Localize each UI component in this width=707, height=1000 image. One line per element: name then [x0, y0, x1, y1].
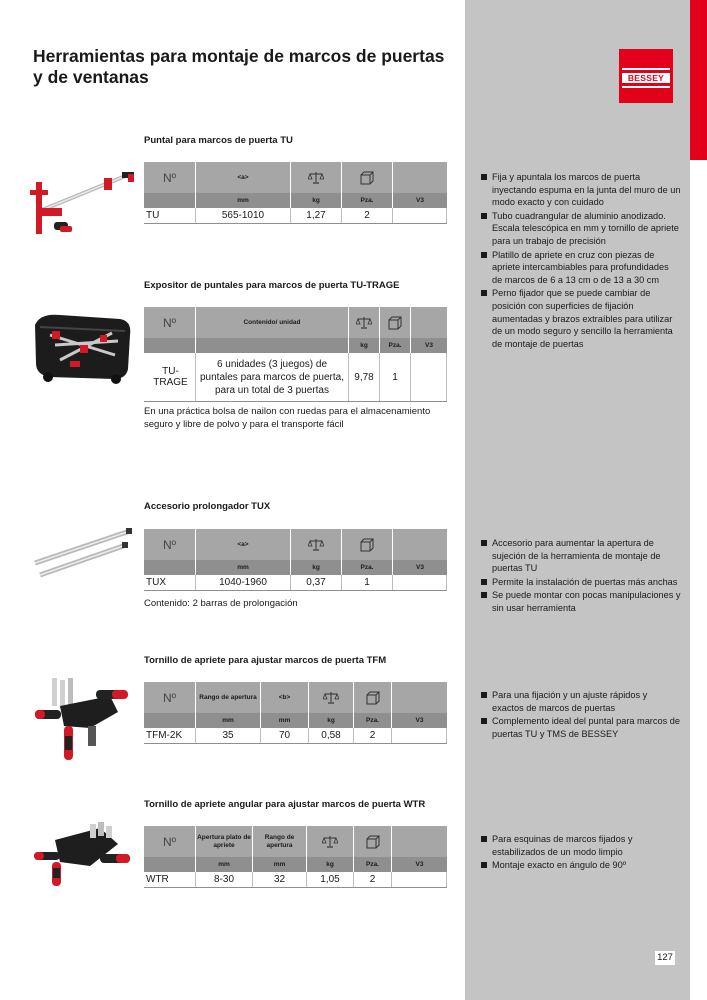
logo-bar-top: [622, 68, 670, 70]
col-plate-header: Apertura plato de apriete: [196, 826, 253, 857]
logo-bar-bottom: [622, 86, 670, 88]
table-header-row: [144, 307, 447, 338]
unit-range: mm: [196, 713, 261, 728]
note-tu-trage: En una práctica bolsa de nailon con ruedas para el almacenamiento seguro y libre de polvo y para el transporte fácil: [144, 406, 431, 430]
list-item: [481, 537, 681, 575]
cell-range: 32: [253, 872, 307, 887]
bullet-list-tux: [481, 537, 681, 616]
section-title-tux: Accesorio prolongador TUX: [144, 501, 271, 512]
unit-kg: kg: [309, 713, 354, 728]
bullet-text: Tubo cuadrangular de aluminio anodizado. Escala telescópica en mm y tornillo de apriete para un trabajo de precisión: [492, 210, 679, 246]
unit-kg: kg: [291, 193, 342, 208]
bullet-list-tfm: [481, 689, 681, 741]
list-item: [481, 576, 681, 589]
col-range-header: Rango de apertura: [196, 682, 261, 713]
bullet-square-icon: [481, 692, 487, 698]
bullet-text: Para una fijación y un ajuste rápidos y exactos de marcos de puertas: [492, 690, 648, 713]
unit-a: mm: [196, 193, 291, 208]
table-unit-row: [144, 713, 447, 728]
cell-nr: TFM-2K: [144, 728, 196, 743]
cell-nr: WTR: [144, 872, 196, 887]
table-header-row: [144, 162, 447, 193]
col-v3-header: [393, 162, 447, 193]
brand-red-strip: [690, 0, 707, 160]
section-title-tu-trage: Expositor de puntales para marcos de puerta TU-TRAGE: [144, 280, 400, 291]
list-item: [481, 833, 681, 858]
unit-v3: V3: [393, 560, 447, 575]
cell-nr: TUX: [144, 575, 196, 590]
cell-v3: [393, 575, 447, 590]
section-title-tfm: Tornillo de apriete para ajustar marcos de puerta TFM: [144, 655, 387, 666]
scale-icon: [307, 826, 354, 857]
cell-kg: 1,05: [307, 872, 354, 887]
unit-kg: kg: [349, 338, 380, 353]
cell-b: 70: [261, 728, 309, 743]
list-item: [481, 210, 681, 248]
bullet-text: Montaje exacto en ángulo de 90º: [492, 860, 627, 871]
col-content-header: Contenido/ unidad: [196, 307, 349, 338]
col-v3-header: [393, 529, 447, 560]
unit-pza: Pza.: [354, 713, 392, 728]
list-item: [481, 287, 681, 350]
col-nr-header: Nº: [144, 307, 196, 338]
note-tux: Contenido: 2 barras de prolongación: [144, 598, 298, 609]
cell-plate: 8-30: [196, 872, 253, 887]
unit-range: mm: [253, 857, 307, 872]
unit-content: [196, 338, 349, 353]
tu-trage-product-image: [30, 305, 135, 385]
cell-v3: [411, 353, 447, 401]
table-unit-row: [144, 560, 447, 575]
bullet-square-icon: [481, 836, 487, 842]
unit-a: mm: [196, 560, 291, 575]
col-nr-header: Nº: [144, 826, 196, 857]
unit-pza: Pza.: [354, 857, 392, 872]
list-item: [481, 589, 681, 614]
col-v3-header: [392, 682, 447, 713]
cell-nr: TU-TRAGE: [144, 353, 196, 401]
bullet-square-icon: [481, 252, 487, 258]
box-icon: [354, 682, 392, 713]
scale-icon: [309, 682, 354, 713]
bullet-list-tu: [481, 171, 681, 351]
unit-nr: [144, 713, 196, 728]
bullet-square-icon: [481, 540, 487, 546]
unit-nr: [144, 193, 196, 208]
cell-v3: [393, 208, 447, 223]
unit-v3: V3: [392, 857, 447, 872]
table-header-row: [144, 682, 447, 713]
col-nr-header: Nº: [144, 162, 196, 193]
col-a-header: <a>: [196, 162, 291, 193]
unit-nr: [144, 338, 196, 353]
bullet-square-icon: [481, 718, 487, 724]
bullet-text: Se puede montar con pocas manipulaciones y sin usar herramienta: [492, 590, 681, 613]
list-item: [481, 689, 681, 714]
unit-v3: V3: [411, 338, 447, 353]
bullet-text: Fija y apuntala los marcos de puerta inyectando espuma en la junta del muro de un modo exacto y con cuidado: [492, 172, 681, 208]
cell-v3: [392, 728, 447, 743]
table-row: [144, 353, 447, 402]
col-v3-header: [392, 826, 447, 857]
col-nr-header: Nº: [144, 529, 196, 560]
table-row: [144, 575, 447, 591]
scale-icon: [291, 162, 342, 193]
table-header-row: [144, 826, 447, 857]
bullet-square-icon: [481, 862, 487, 868]
bullet-text: Permite la instalación de puertas más anchas: [492, 576, 678, 587]
table-header-row: [144, 529, 447, 560]
table-unit-row: [144, 193, 447, 208]
tux-product-image: [30, 525, 135, 580]
table-unit-row: [144, 857, 447, 872]
unit-kg: kg: [307, 857, 354, 872]
list-item: [481, 249, 681, 287]
table-unit-row: [144, 338, 447, 353]
cell-kg: 0,37: [291, 575, 342, 590]
unit-v3: V3: [393, 193, 447, 208]
scale-icon: [349, 307, 380, 338]
tfm-product-image: [30, 678, 135, 768]
unit-pza: Pza.: [380, 338, 411, 353]
bullet-square-icon: [481, 174, 487, 180]
cell-a: 565-1010: [196, 208, 291, 223]
cell-content: 6 unidades (3 juegos) de puntales para marcos de puerta, para un total de 3 puertas: [196, 353, 349, 401]
bullet-text: Complemento ideal del puntal para marcos de puertas TU y TMS de BESSEY: [492, 716, 680, 739]
cell-kg: 9,78: [349, 353, 380, 401]
col-v3-header: [411, 307, 447, 338]
bullet-text: Platillo de apriete en cruz con piezas de apriete intercambiables para profundidades de marcos de 6 a 13 cm o de 13 a 30 cm: [492, 249, 669, 285]
bullet-text: Para esquinas de marcos fijados y estabilizados de un modo limpio: [492, 834, 633, 857]
scale-icon: [291, 529, 342, 560]
bullet-square-icon: [481, 290, 487, 296]
box-icon: [380, 307, 411, 338]
bullet-text: Accesorio para aumentar la apertura de sujeción de la herramienta de montaje de puertas TU: [492, 538, 661, 574]
table-row: [144, 728, 447, 744]
bullet-square-icon: [481, 213, 487, 219]
bullet-text: Perno fijador que se puede cambiar de posición con superficies de fijación aumentadas y brazos extraíbles para utilizar de un modo seguro y sencillo la herramienta de montaje de puertas: [492, 288, 673, 349]
cell-pza: 2: [342, 208, 393, 223]
unit-b: mm: [261, 713, 309, 728]
tu-product-image: [30, 160, 140, 242]
list-item: [481, 859, 681, 872]
col-b-header: <b>: [261, 682, 309, 713]
cell-kg: 0,58: [309, 728, 354, 743]
page-number: 127: [655, 951, 675, 965]
page-title: Herramientas para montaje de marcos de puertas y de ventanas: [33, 46, 445, 87]
table-row: [144, 208, 447, 224]
unit-nr: [144, 857, 196, 872]
unit-kg: kg: [291, 560, 342, 575]
box-icon: [354, 826, 392, 857]
table-row: [144, 872, 447, 888]
unit-plate: mm: [196, 857, 253, 872]
col-a-header: <a>: [196, 529, 291, 560]
unit-v3: V3: [392, 713, 447, 728]
bullet-square-icon: [481, 592, 487, 598]
box-icon: [342, 162, 393, 193]
unit-pza: Pza.: [342, 560, 393, 575]
cell-kg: 1,27: [291, 208, 342, 223]
col-range-header: Rango de apertura: [253, 826, 307, 857]
wtr-product-image: [30, 822, 135, 887]
bessey-logo: [619, 49, 673, 103]
cell-range: 35: [196, 728, 261, 743]
cell-pza: 1: [380, 353, 411, 401]
section-title-wtr: Tornillo de apriete angular para ajustar marcos de puerta WTR: [144, 799, 426, 810]
box-icon: [342, 529, 393, 560]
cell-nr: TU: [144, 208, 196, 223]
logo-text: BESSEY: [622, 73, 670, 83]
cell-v3: [392, 872, 447, 887]
unit-nr: [144, 560, 196, 575]
bullet-list-wtr: [481, 833, 681, 873]
cell-pza: 2: [354, 872, 392, 887]
cell-pza: 2: [354, 728, 392, 743]
unit-pza: Pza.: [342, 193, 393, 208]
cell-a: 1040-1960: [196, 575, 291, 590]
list-item: [481, 171, 681, 209]
col-nr-header: Nº: [144, 682, 196, 713]
bullet-square-icon: [481, 579, 487, 585]
cell-pza: 1: [342, 575, 393, 590]
section-title-tu: Puntal para marcos de puerta TU: [144, 135, 293, 146]
list-item: [481, 715, 681, 740]
